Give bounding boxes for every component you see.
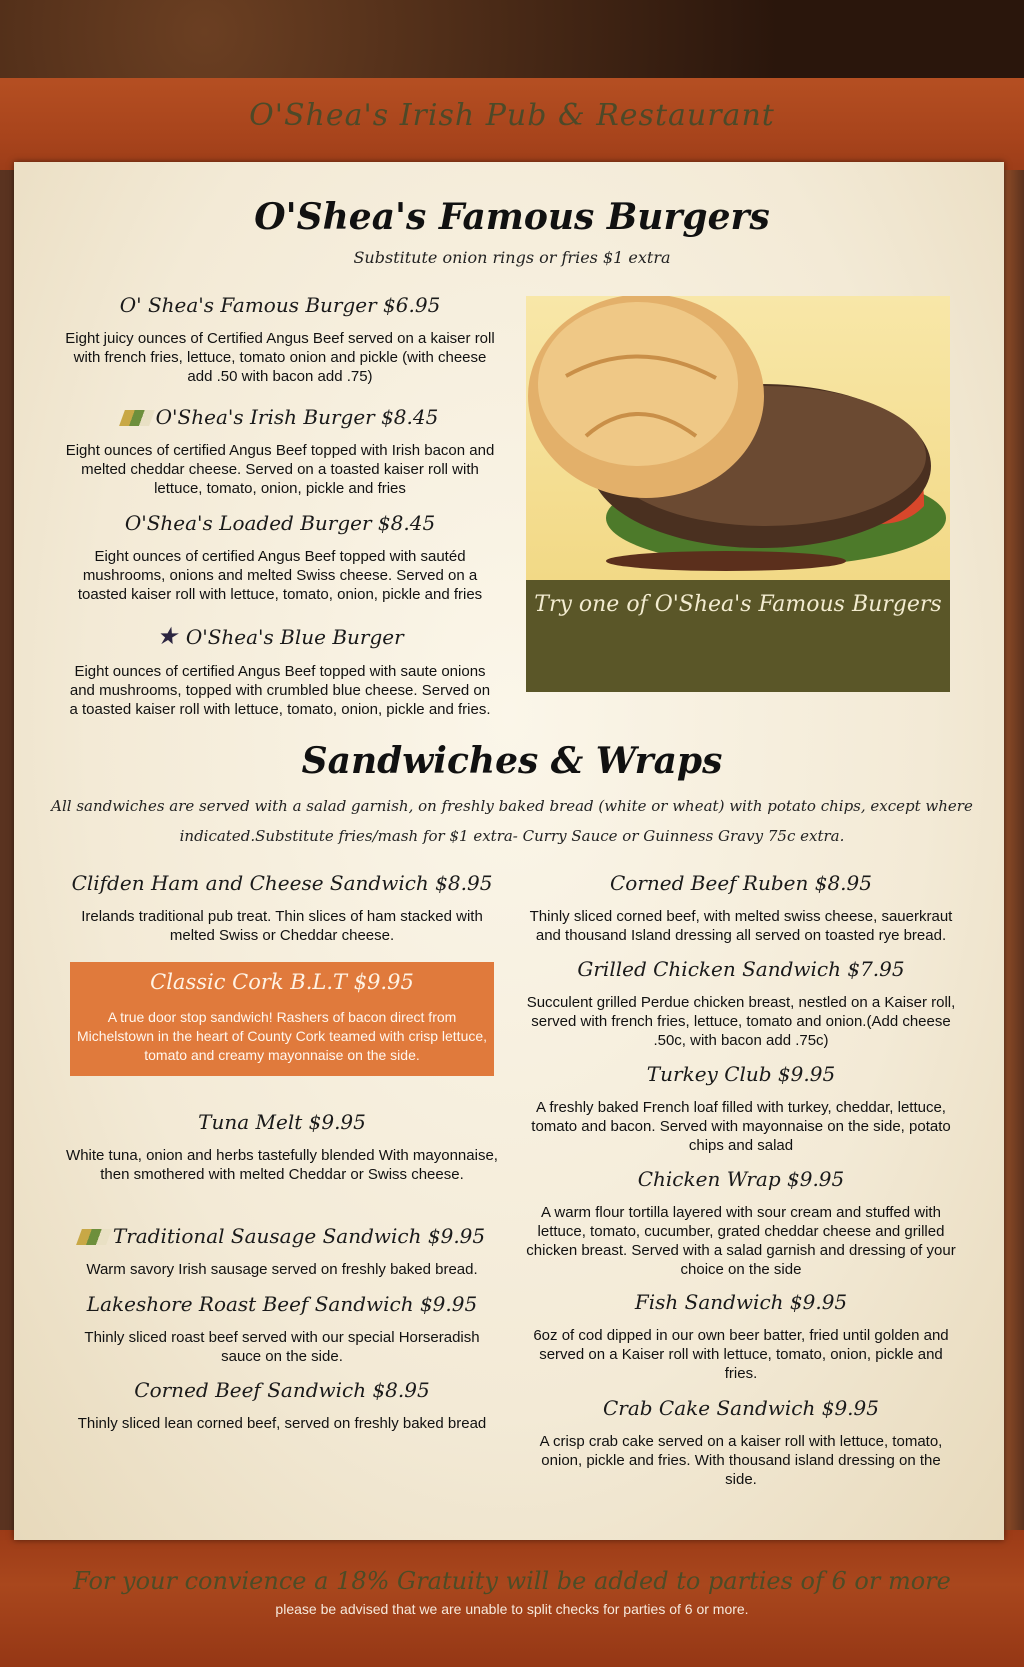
item-description: Warm savory Irish sausage served on freshly baked bread. (86, 1261, 478, 1278)
item-description: Succulent grilled Perdue chicken breast, nestled on a Kaiser roll, served with french fries, lettuce, tomato and onion.(Add cheese .50c, with bacon add .75c) (526, 994, 956, 1049)
item-title: Grilled Chicken Sandwich $7.95 (577, 957, 905, 981)
item-title: Clifden Ham and Cheese Sandwich $8.95 (71, 871, 493, 895)
menu-item (64, 405, 496, 498)
menu-item (526, 1062, 956, 1155)
item-title: O'Shea's Blue Burger (185, 625, 404, 649)
burger-photo (526, 296, 950, 580)
menu-item (64, 1378, 500, 1433)
sandwiches-note-line2: indicated.Substitute fries/mash for $1 extra- Curry Sauce or Guinness Gravy 75c extra. (179, 827, 845, 845)
item-title: Corned Beef Sandwich $8.95 (134, 1378, 430, 1402)
item-title: Chicken Wrap $9.95 (637, 1167, 845, 1191)
gratuity-notice: For your convience a 18% Gratuity will be added to parties of 6 or more (73, 1567, 951, 1595)
burger-photo-caption: Try one of O'Shea's Famous Burgers (534, 592, 942, 617)
menu-item (64, 1292, 500, 1366)
item-title: Turkey Club $9.95 (646, 1062, 836, 1086)
menu-item (526, 871, 956, 945)
burger-illustration (526, 296, 950, 580)
menu-item (64, 293, 496, 386)
item-description: Thinly sliced corned beef, with melted swiss cheese, sauerkraut and thousand Island dressing all served on toasted rye bread. (529, 908, 953, 944)
featured-menu-item (70, 962, 494, 1076)
restaurant-name: O'Shea's Irish Pub & Restaurant (249, 98, 775, 133)
star-icon: ★ (156, 622, 178, 650)
menu-item (64, 871, 500, 945)
item-description: Eight juicy ounces of Certified Angus Beef served on a kaiser roll with french fries, lettuce, tomato onion and pickle (with cheese add .50 with bacon add .75) (65, 330, 495, 385)
item-title: O'Shea's Irish Burger $8.45 (155, 405, 439, 429)
top-texture-band (0, 0, 1024, 80)
item-description: A warm flour tortilla layered with sour cream and stuffed with lettuce, tomato, cucumber, grated cheddar cheese and grilled chicken breast. Served with a salad garnish and dressing of your choice on the side (526, 1204, 956, 1278)
item-description: Eight ounces of certified Angus Beef topped with sautéd mushrooms, onions and melted Swiss cheese. Served on a toasted kaiser roll with lettuce, tomato, onion, pickle and fries (77, 548, 483, 603)
item-description: White tuna, onion and herbs tastefully blended With mayonnaise, then smothered with melted Cheddar or Swiss cheese. (66, 1147, 498, 1183)
burgers-heading: O'Shea's Famous Burgers (254, 196, 770, 238)
item-description: 6oz of cod dipped in our own beer batter, fried until golden and served on a Kaiser roll with lettuce, tomato, onion, pickle and fries. (533, 1327, 949, 1382)
menu-item (64, 1110, 500, 1184)
item-title: Crab Cake Sandwich $9.95 (602, 1396, 879, 1420)
item-title: Fish Sandwich $9.95 (634, 1290, 848, 1314)
item-title: O'Shea's Loaded Burger $8.45 (124, 511, 436, 535)
menu-item (526, 1396, 956, 1489)
item-description: Irelands traditional pub treat. Thin slices of ham stacked with melted Swiss or Cheddar cheese. (81, 908, 483, 944)
item-description: A crisp crab cake served on a kaiser roll with lettuce, tomato, onion, pickle and fries. With thousand island dressing on the side. (539, 1433, 943, 1488)
item-description: Thinly sliced lean corned beef, served on freshly baked bread (77, 1415, 487, 1432)
item-title: O' Shea's Famous Burger $6.95 (119, 293, 441, 317)
sandwiches-note-line1: All sandwiches are served with a salad garnish, on freshly baked bread (white or wheat) with potato chips, except where (51, 797, 973, 815)
footer-band (0, 1530, 1024, 1667)
menu-item (64, 1224, 500, 1279)
split-check-notice: please be advised that we are unable to split checks for parties of 6 or more. (275, 1601, 749, 1617)
item-description: Eight ounces of certified Angus Beef topped with Irish bacon and melted cheddar cheese. Served on a toasted kaiser roll with lettuce, tomato, onion, pickle and fries (65, 442, 495, 497)
menu-item (64, 622, 496, 719)
item-description: Eight ounces of certified Angus Beef topped with saute onions and mushrooms, topped with crumbled blue cheese. Served on a toasted kaiser roll with lettuce, tomato, onion, pickle and fries. (69, 663, 491, 718)
menu-item (526, 1167, 956, 1279)
menu-item (64, 511, 496, 604)
irish-flag-icon (76, 1229, 112, 1245)
menu-item (526, 1290, 956, 1383)
burgers-subheading: Substitute onion rings or fries $1 extra (353, 248, 671, 267)
item-title: Corned Beef Ruben $8.95 (610, 871, 872, 895)
menu-item (526, 957, 956, 1050)
item-title: Traditional Sausage Sandwich $9.95 (112, 1224, 486, 1248)
sandwiches-heading: Sandwiches & Wraps (301, 740, 723, 782)
item-title: Lakeshore Roast Beef Sandwich $9.95 (86, 1292, 478, 1316)
item-description: A freshly baked French loaf filled with turkey, cheddar, lettuce, tomato and bacon. Served with mayonnaise on the side, potato chips and salad (531, 1099, 951, 1154)
item-description: A true door stop sandwich! Rashers of bacon direct from Michelstown in the heart of County Cork teamed with crisp lettuce, tomato and creamy mayonnaise on the side. (76, 1009, 488, 1063)
burger-photo-caption-box (526, 580, 950, 692)
item-title: Tuna Melt $9.95 (198, 1110, 366, 1134)
item-description: Thinly sliced roast beef served with our special Horseradish sauce on the side. (84, 1329, 480, 1365)
item-title: Classic Cork B.L.T $9.95 (150, 970, 414, 994)
irish-flag-icon (119, 410, 155, 426)
